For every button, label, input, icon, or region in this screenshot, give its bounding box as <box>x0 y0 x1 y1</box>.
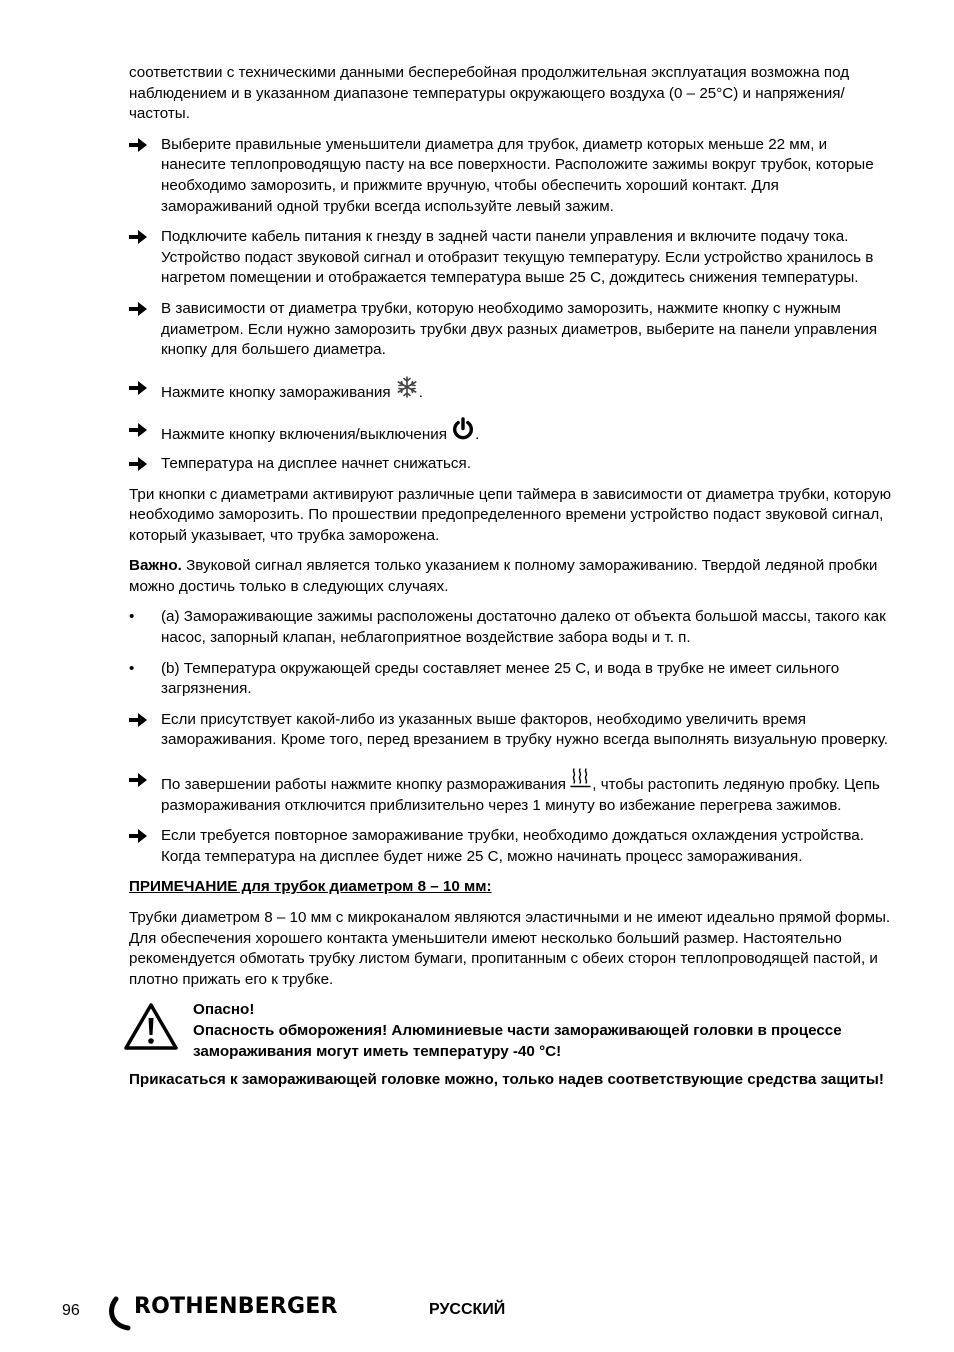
step-item <box>129 135 891 217</box>
step-item <box>129 454 891 475</box>
warning-block <box>129 1000 891 1062</box>
arrow-right-icon <box>129 230 147 244</box>
step-text: Нажмите кнопку включения/выключения <box>161 426 447 444</box>
language-label: РУССКИЙ <box>429 1301 506 1318</box>
page-number: 96 <box>62 1302 80 1319</box>
step-text: Нажмите кнопку замораживания <box>161 383 391 401</box>
step-text: Температура на дисплее начнет снижаться. <box>161 454 471 472</box>
step-item-freeze <box>129 375 891 404</box>
arrow-right-icon <box>129 138 147 152</box>
thaw-heat-icon <box>570 767 592 789</box>
bullet-item <box>129 607 891 648</box>
step-text-end: , чтобы растопить ледяную пробку. Цепь размораживания отключится приблизительно через 1 минуту во избежание перегрева зажимов. <box>161 776 880 814</box>
bullet-dot-icon: • <box>129 659 135 677</box>
brand-name: ROTHENBERGER <box>134 1294 338 1319</box>
bullet-item <box>129 659 891 700</box>
arrow-right-icon <box>129 457 147 471</box>
bullet-text: (a) Замораживающие зажимы расположены достаточно далеко от объекта большой массы, такого как насос, запорный клапан, неблагоприятное воздействие забора воды и т. п. <box>161 608 886 647</box>
page-footer <box>0 1295 954 1335</box>
step-text: Выберите правильные уменьшители диаметра для трубок, диаметр которых меньше 22 мм, и нанесите теплопроводящую пасту на все поверхности. Расположите зажимы вокруг трубок, которые необходимо заморозить, и прижмите вручную, чтобы обеспечить хороший контакт. Для замораживаний одной трубки всегда используйте левый зажим. <box>161 135 874 215</box>
warning-text: Опасность обморожения! Алюминиевые части замораживающей головки в процессе замораживания могут иметь температуру -40 °C! <box>193 1021 842 1060</box>
arrow-right-icon <box>129 302 147 316</box>
important-text: Звуковой сигнал является только указанием к полному замораживанию. Твердой ледяной пробки можно достичь только в следующих случаях. <box>129 557 878 595</box>
arrow-right-icon <box>129 773 147 787</box>
step-item <box>129 299 891 361</box>
important-paragraph <box>129 556 891 597</box>
step-item-thaw <box>129 765 891 816</box>
arrow-right-icon <box>129 829 147 843</box>
note-title: ПРИМЕЧАНИЕ для трубок диаметром 8 – 10 мм: <box>129 878 492 896</box>
warning-triangle-icon <box>123 1002 179 1052</box>
step-text: Подключите кабель питания к гнезду в задней части панели управления и включите подачу тока. Устройство подаст звуковой сигнал и отобразит текущую температуру. Если устройство хранилось в нагретом помещении и отображается температура выше 25 C, дождитесь снижения температуры. <box>161 228 874 287</box>
step-text: В зависимости от диаметра трубки, которую необходимо заморозить, нажмите кнопку с нужным диаметром. Если нужно заморозить трубки двух разных диаметров, выберите на панели управления кнопку для большего диаметра. <box>161 299 878 359</box>
step-text-end: . <box>475 426 480 444</box>
snowflake-icon <box>395 375 419 399</box>
arrow-right-icon <box>129 423 147 437</box>
document-body <box>129 63 891 1101</box>
bullet-text: (b) Температура окружающей среды составляет менее 25 C, и вода в трубке не имеет сильного загрязнения. <box>161 659 840 698</box>
brand-logo <box>106 1295 346 1329</box>
warning-title: Опасно! <box>193 1001 255 1019</box>
intro-paragraph: соответствии с техническими данными бесперебойная продолжительная эксплуатация возможна под наблюдением и в указанном диапазоне температуры окружающего воздуха (0 – 25°C) и напряжения/частоты. <box>129 64 850 123</box>
step-item-power <box>129 417 891 446</box>
arrow-right-icon <box>129 713 147 727</box>
step-text: Если присутствует какой-либо из указанных выше факторов, необходимо увеличить время замораживания. Кроме того, перед врезанием в трубку нужно всегда выполнять визуальную проверку. <box>161 710 888 749</box>
step-text: По завершении работы нажмите кнопку размораживания <box>161 776 567 794</box>
note-paragraph: Трубки диаметром 8 – 10 мм с микроканалом являются эластичными и не имеют идеально прямой формы. Для обеспечения хорошего контакта уменьшители имеют несколько больший размер. Настоятельно рекомендуется обмотать трубку листом бумаги, пропитанным с обеих сторон теплопроводящей пастой, и плотно прижать его к трубке. <box>129 909 891 988</box>
power-icon <box>451 417 475 441</box>
step-text: Если требуется повторное замораживание трубки, необходимо дождаться охлаждения устройства. Когда температура на дисплее будет ниже 25 C, можно начинать процесс замораживания. <box>161 827 864 865</box>
important-label: Важно. <box>129 557 182 575</box>
step-item <box>129 227 891 289</box>
bullet-dot-icon: • <box>129 608 135 626</box>
arrow-right-icon <box>129 381 147 395</box>
timer-paragraph: Три кнопки с диаметрами активируют различные цепи таймера в зависимости от диаметра трубки, которую необходимо заморозить. По прошествии предопределенного времени устройство подаст звуковой сигнал, который указывает, что трубка заморожена. <box>129 485 892 544</box>
step-item <box>129 710 891 751</box>
final-warning: Прикасаться к замораживающей головке можно, только надев соответствующие средства защиты! <box>129 1071 884 1089</box>
step-text-end: . <box>418 383 424 401</box>
step-item <box>129 826 891 867</box>
